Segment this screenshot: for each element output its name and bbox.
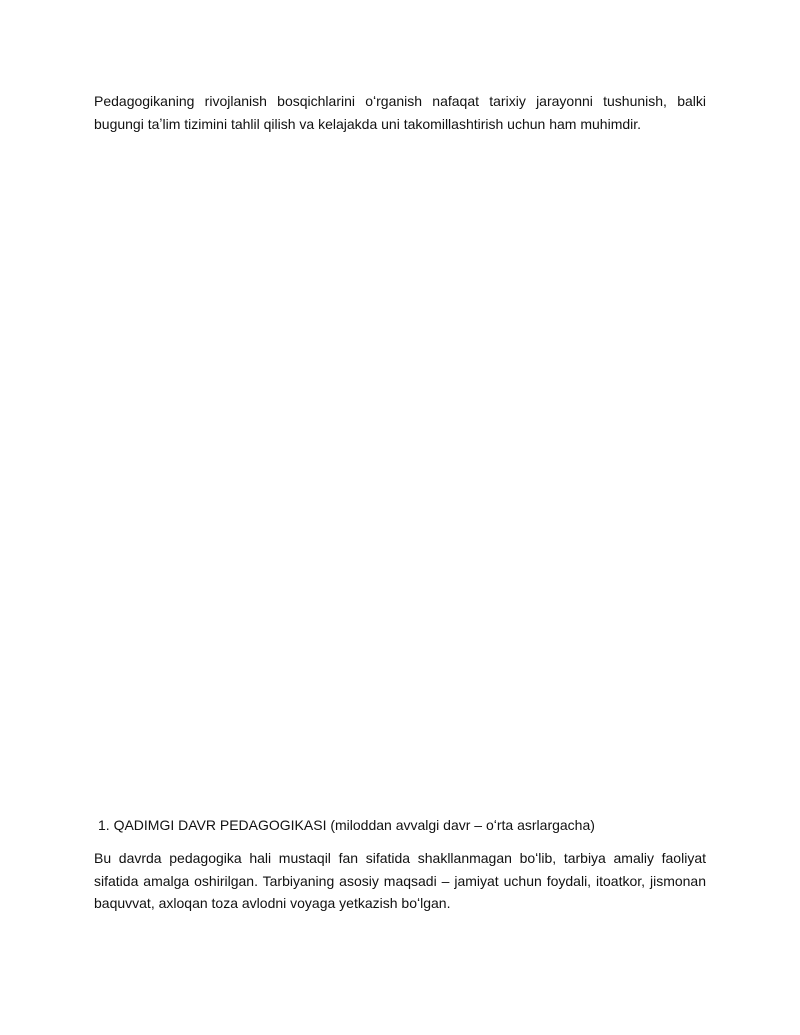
section-paragraph: Bu davrda pedagogika hali mustaqil fan sifatida shakllanmagan boʻlib, tarbiya amaliy faoliyat sifatida amalga oshirilgan. Tarbiyaning asosiy maqsadi – jamiyat uchun foydali, itoatkor, jismonan baquvvat, axloqan toza avlodni voyaga yetkazish boʻlgan. [94,850,706,911]
intro-paragraph: Pedagogikaning rivojlanish bosqichlarini oʻrganish nafaqat tarixiy jarayonni tushunish, balki bugungi taʼlim tizimini tahlil qilish va kelajakda uni takomillashtirish uchun ham muhimdir. [94,93,706,132]
section-heading: 1. QADIMGI DAVR PEDAGOGIKASI (miloddan avvalgi davr – oʻrta asrlargacha) [98,817,595,833]
